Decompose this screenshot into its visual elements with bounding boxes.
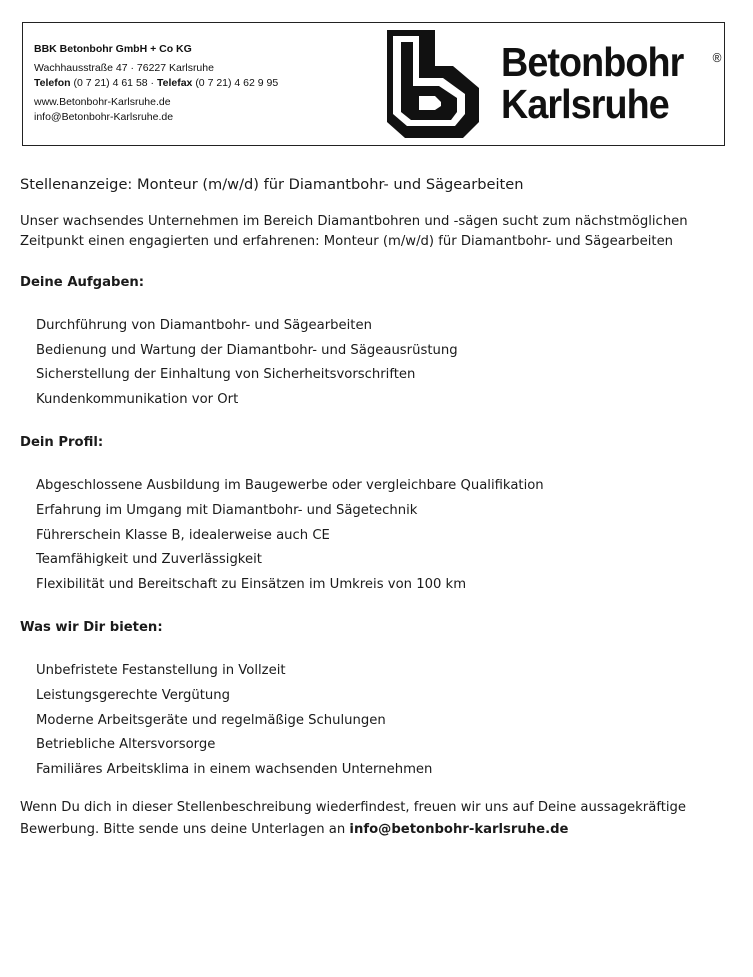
letterhead [22, 22, 725, 146]
list-item: Flexibilität und Bereitschaft zu Einsätzen im Umkreis von 100 km [36, 576, 467, 592]
list-item: Moderne Arbeitsgeräte und regelmäßige Schulungen [36, 712, 386, 728]
list-item: Erfahrung im Umgang mit Diamantbohr- und Sägetechnik [36, 502, 418, 518]
company-address-block [34, 42, 278, 125]
section-heading-tasks: Deine Aufgaben: [20, 275, 145, 290]
job-intro: Unser wachsendes Unternehmen im Bereich Diamantbohren und -sägen sucht zum nächstmöglichen Zeitpunkt einen engagierten und erfahrenen: Monteur (m/w/d) für Diamantbohr- und Sägearbeiten [20, 214, 688, 249]
benefits-list [20, 659, 735, 782]
section-heading-profile: Dein Profil: [20, 435, 104, 451]
fax-label: Telefax [156, 77, 193, 89]
company-phone-fax [34, 76, 278, 91]
tasks-list [20, 314, 735, 412]
application-email-link[interactable]: info@betonbohr-karlsruhe.de [349, 822, 569, 838]
list-item: Kundenkommunikation vor Ort [36, 391, 239, 407]
fax-number: (0 7 21) 4 62 9 95 [195, 77, 279, 89]
job-posting [20, 173, 735, 841]
company-email[interactable]: info@Betonbohr-Karlsruhe.de [34, 111, 174, 123]
list-item: Teamfähigkeit und Zuverlässigkeit [36, 552, 262, 568]
list-item: Führerschein Klasse B, idealerweise auch CE [36, 527, 330, 543]
betonbohr-logo-icon [383, 26, 483, 142]
job-title: Stellenanzeige: Monteur (m/w/d) für Diamantbohr- und Sägearbeiten [20, 176, 524, 193]
logo-line1: Betonbohr [501, 39, 684, 85]
phone-number: (0 7 21) 4 61 58 [73, 77, 148, 89]
company-logo-wordmark [501, 39, 722, 127]
section-heading-benefits: Was wir Dir bieten: [20, 620, 163, 636]
phone-label: Telefon [34, 77, 71, 89]
closing-text: Wenn Du dich in dieser Stellenbeschreibung wiederfindest, freuen wir uns auf Deine aussagekräftige Bewerbung. Bitte sende uns deine Unterlagen an [20, 800, 687, 838]
profile-list [20, 474, 735, 597]
list-item: Sicherstellung der Einhaltung von Sicherheitsvorschriften [36, 367, 416, 383]
company-website[interactable]: www.Betonbohr-Karlsruhe.de [34, 96, 171, 108]
company-street: Wachhausstraße 47 · 76227 Karlsruhe [34, 62, 214, 74]
list-item: Leistungsgerechte Vergütung [36, 687, 230, 703]
list-item: Unbefristete Festanstellung in Vollzeit [36, 663, 286, 679]
separator-dot: · [150, 77, 155, 89]
registered-mark: ® [712, 50, 722, 65]
list-item: Familiäres Arbeitsklima in einem wachsenden Unternehmen [36, 761, 433, 777]
list-item: Betriebliche Altersvorsorge [36, 737, 216, 753]
list-item: Bedienung und Wartung der Diamantbohr- und Sägeausrüstung [36, 342, 458, 358]
company-name: BBK Betonbohr GmbH + Co KG [34, 43, 192, 55]
list-item: Abgeschlossene Ausbildung im Baugewerbe oder vergleichbare Qualifikation [36, 478, 544, 494]
list-item: Durchführung von Diamantbohr- und Sägearbeiten [36, 318, 372, 333]
logo-line2: Karlsruhe [501, 81, 669, 127]
closing-paragraph [20, 797, 735, 841]
